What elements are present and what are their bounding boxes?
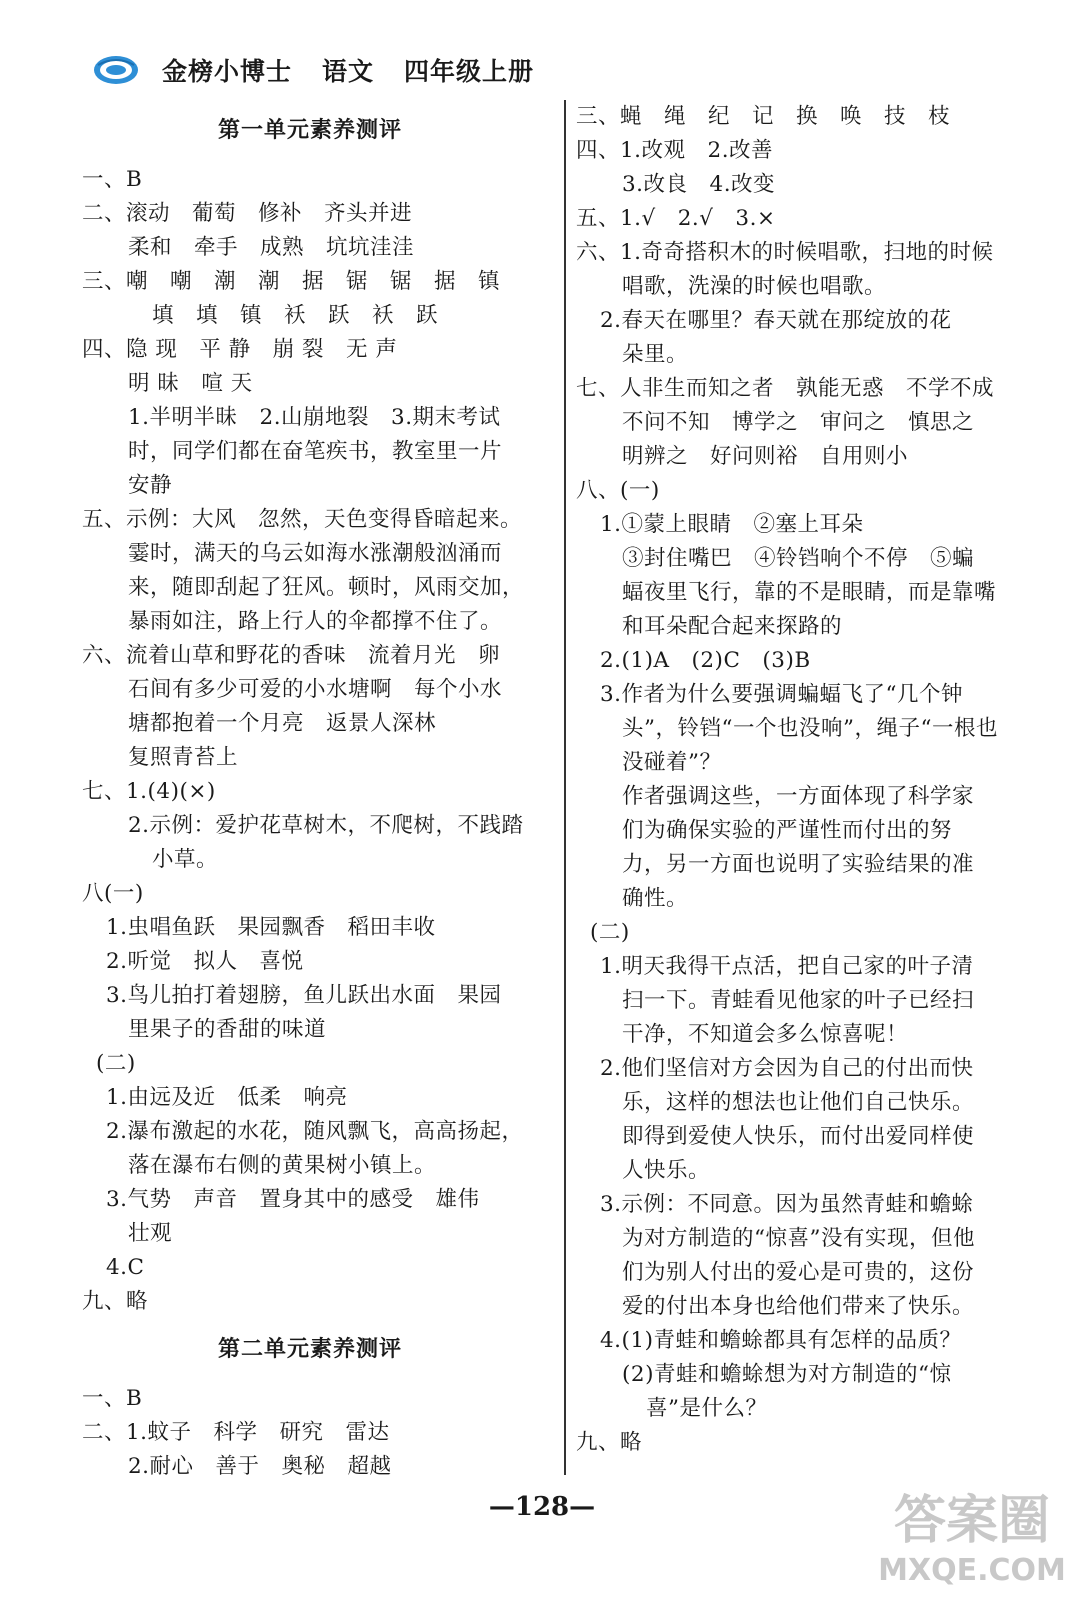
answer-line: 没碰着”？ [622,750,722,775]
watermark-logo-icon [872,1476,1072,1594]
answer-line: 石间有多少可爱的小水塘啊 每个小水 [128,677,503,702]
answer-line: 1.半明半昧 2.山崩地裂 3.期末考试 [128,405,501,430]
answer-line: 二、1.蚊子 科学 研究 雷达 [82,1420,390,1445]
section-heading: 第一单元素养测评 [218,118,403,143]
answer-line: 七、1.(4)(×) [82,779,216,804]
answer-line: 2.瀑布激起的水花，随风飘飞，高高扬起， [106,1119,524,1144]
section-heading: 第二单元素养测评 [218,1337,403,1362]
answer-line: 2.他们坚信对方会因为自己的付出而快 [600,1056,974,1081]
answer-line: 安静 [128,473,173,498]
answer-line: 和耳朵配合起来探路的 [622,614,843,639]
answer-line: 1.明天我得干点活，把自己家的叶子清 [600,954,974,979]
answer-line: (二) [590,920,630,945]
answer-line: 八(一) [82,881,144,906]
answer-line: 四、隐 现 平 静 崩 裂 无 声 [82,337,398,362]
answer-line: 一、B [82,1386,143,1411]
answer-line: 3.改良 4.改变 [622,172,776,197]
answer-line: 3.气势 声音 置身其中的感受 雄伟 [106,1187,480,1212]
answer-line: 五、1.√ 2.√ 3.× [576,206,776,231]
answer-line: 小草。 [152,847,219,872]
watermark-url: MXQE.COM [878,1553,1066,1588]
answer-line: 爱的付出本身也给他们带来了快乐。 [622,1294,975,1319]
answer-line: 3.作者为什么要强调蝙蝠飞了“几个钟 [600,682,964,707]
answer-line: 三、蝇 绳 纪 记 换 唤 技 枝 [576,104,951,129]
answer-line: 一、B [82,167,143,192]
answer-line: 壮观 [128,1221,173,1246]
answer-line: 落在瀑布右侧的黄果树小镇上。 [128,1153,437,1178]
series-title: 金榜小博士 [162,57,293,86]
answer-line: 扫一下。青蛙看见他家的叶子已经扫 [622,988,975,1013]
answer-line: 时，同学们都在奋笔疾书，教室里一片 [128,439,503,464]
answer-line: 明 昧 喧 天 [128,371,253,396]
answer-line: 暴雨如注，路上行人的伞都撑不住了。 [128,609,503,634]
answer-line: 四、1.改观 2.改善 [576,138,774,163]
answer-line: 3.鸟儿拍打着翅膀，鱼儿跃出水面 果园 [106,983,502,1008]
answer-line: 为对方制造的“惊喜”没有实现，但他 [622,1226,975,1251]
answer-line: 头”，铃铛“一个也没响”，绳子“一根也 [622,716,998,741]
answer-line: 喜”是什么？ [646,1396,768,1421]
answer-line: 作者强调这些，一方面体现了科学家 [622,784,975,809]
answer-line: 五、示例：大风 忽然，天色变得昏暗起来。 [82,507,523,532]
answer-line: 人快乐。 [622,1158,711,1183]
subject-title: 语文 [322,57,375,86]
answer-line: 确性。 [622,886,689,911]
answer-line: 六、流着山草和野花的香味 流着月光 卵 [82,643,501,668]
answer-line: 4.C [106,1255,145,1280]
answer-line: 塘都抱着一个月亮 返景人深林 [128,711,437,736]
answer-line: 复照青苔上 [128,745,239,770]
brand-logo-icon [92,53,140,87]
answer-line: 唱歌，洗澡的时候也唱歌。 [622,274,887,299]
answer-line: 2.耐心 善于 奥秘 超越 [128,1454,392,1479]
grade-title: 四年级上册 [404,57,535,86]
answer-line: 们为别人付出的爱心是可贵的，这份 [622,1260,975,1285]
answer-line: 二、滚动 葡萄 修补 齐头并进 [82,201,413,226]
page-header [92,50,564,90]
answer-line: 2.听觉 拟人 喜悦 [106,949,304,974]
answer-line: 2.春天在哪里？春天就在那绽放的花 [600,308,952,333]
page-number: —128— [488,1492,596,1522]
answer-line: (2)青蛙和蟾蜍想为对方制造的“惊 [622,1362,952,1387]
watermark-brand: 答案圈 [893,1491,1051,1551]
answer-line: 三、嘲 嘲 潮 潮 据 锯 锯 据 镇 [82,269,501,294]
answer-line: ③封住嘴巴 ④铃铛响个不停 ⑤蝙 [622,546,975,571]
answer-line: 柔和 牵手 成熟 坑坑洼洼 [128,235,415,260]
answer-line: 霎时，满天的乌云如海水涨潮般汹涌而 [128,541,503,566]
answer-line: 不问不知 博学之 审问之 慎思之 [622,410,975,435]
answer-line: 2.(1)A (2)C (3)B [600,648,811,673]
answer-line: 3.示例：不同意。因为虽然青蛙和蟾蜍 [600,1192,974,1217]
answer-line: 1.由远及近 低柔 响亮 [106,1085,348,1110]
answer-line: 1.①蒙上眼睛 ②塞上耳朵 [600,512,864,537]
answer-line: 即得到爱使人快乐，而付出爱同样使 [622,1124,975,1149]
answer-line: 蝠夜里飞行，靠的不是眼睛，而是靠嘴 [622,580,997,605]
answer-line: 来，随即刮起了狂风。顿时，风雨交加， [128,575,525,600]
answer-line: 填 填 镇 袄 跃 袄 跃 [152,303,439,328]
answer-line: 九、略 [82,1289,149,1314]
answer-line: 1.虫唱鱼跃 果园飘香 稻田丰收 [106,915,436,940]
answer-line: (二) [96,1051,136,1076]
answer-line: 八、(一) [576,478,660,503]
answer-line: 们为确保实验的严谨性而付出的努 [622,818,953,843]
answer-line: 4.(1)青蛙和蟾蜍都具有怎样的品质？ [600,1328,962,1353]
answer-line: 七、人非生而知之者 孰能无惑 不学不成 [576,376,995,401]
answer-line: 2.示例：爱护花草树木，不爬树，不践踏 [128,813,524,838]
answer-line: 明辨之 好问则裕 自用则小 [622,444,909,469]
answer-line: 朵里。 [622,342,689,367]
column-divider [564,100,566,1475]
answer-line: 力，另一方面也说明了实验结果的准 [622,852,975,877]
answer-line: 六、1.奇奇搭积木的时候唱歌，扫地的时候 [576,240,994,265]
answer-line: 干净，不知道会多么惊喜呢！ [622,1022,909,1047]
answer-line: 里果子的香甜的味道 [128,1017,327,1042]
answer-line: 九、略 [576,1430,643,1455]
answer-line: 乐，这样的想法也让他们自己快乐。 [622,1090,975,1115]
